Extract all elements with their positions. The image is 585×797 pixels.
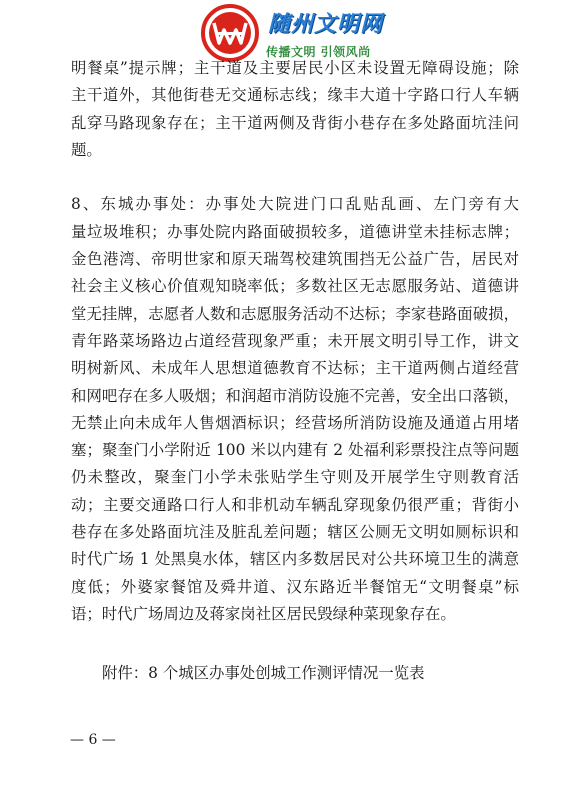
body-line: 巷存在多处路面坑洼及脏乱差问题；辖区公厕无文明如厕标识和 — [71, 523, 519, 542]
body-line: 明树新风、未成年人思想道德教育不达标；主干道两侧占道经营 — [71, 359, 519, 378]
body-line: 堂无挂牌，志愿者人数和志愿服务活动不达标；李家巷路面破损， — [71, 304, 519, 323]
body-line: 仍未整改，聚奎门小学未张贴学生守则及开展学生守则教育活 — [71, 468, 519, 487]
blank-line — [71, 164, 519, 191]
page-number: — 6 — — [70, 732, 116, 748]
body-line: 量垃圾堆积；办事处院内路面破损较多，道德讲堂未挂标志牌； — [71, 222, 519, 241]
body-line: 金色港湾、帝明世家和原天瑞驾校建筑围挡无公益广告，居民对 — [71, 250, 519, 269]
body-line: 社会主义核心价值观知晓率低；多数社区无志愿服务站、道德讲 — [71, 277, 519, 296]
body-line: 动；主要交通路口行人和非机动车辆乱穿现象仍很严重；背街小 — [71, 495, 519, 514]
body-line: 度低；外婆家餐馆及舜井道、汉东路近半餐馆无“文明餐桌”标 — [71, 577, 519, 596]
body-line: 塞；聚奎门小学附近 100 米以内建有 2 处福利彩票投注点等问题 — [71, 441, 519, 460]
body-line: 语；时代广场周边及蒋家岗社区居民毁绿种菜现象存在。 — [71, 604, 456, 623]
body-line: 明餐桌”提示牌；主干道及主要居民小区未设置无障碍设施；除 — [71, 59, 519, 77]
attachment-note: 附件：8 个城区办事处创城工作测评情况一览表 — [102, 664, 425, 682]
body-line: 和网吧存在多人吸烟；和润超市消防设施不完善，安全出口落锁， — [71, 386, 519, 405]
site-logo — [200, 3, 384, 63]
document-body — [71, 55, 519, 628]
site-slogan: 传播文明 引领风尚 — [266, 45, 371, 59]
suizhou-logo-icon — [200, 3, 260, 63]
body-line: 青年路菜场路边占道经营现象严重；未开展文明引导工作，讲文 — [71, 331, 519, 350]
body-line: 主干道外，其他街巷无交通标志线；缘丰大道十字路口行人车辆 — [71, 86, 519, 105]
body-line: 时代广场 1 处黑臭水体，辖区内多数居民对公共环境卫生的满意 — [71, 550, 519, 569]
site-name: 随州文明网 — [268, 12, 384, 37]
body-line: 无禁止向未成年人售烟酒标识；经营场所消防设施及通道占用堵 — [71, 413, 519, 432]
body-line: 8、东城办事处：办事处大院进门口乱贴乱画、左门旁有大 — [71, 195, 519, 214]
body-line: 题。 — [71, 140, 102, 159]
body-line: 乱穿马路现象存在；主干道两侧及背街小巷存在多处路面坑洼问 — [71, 113, 519, 132]
